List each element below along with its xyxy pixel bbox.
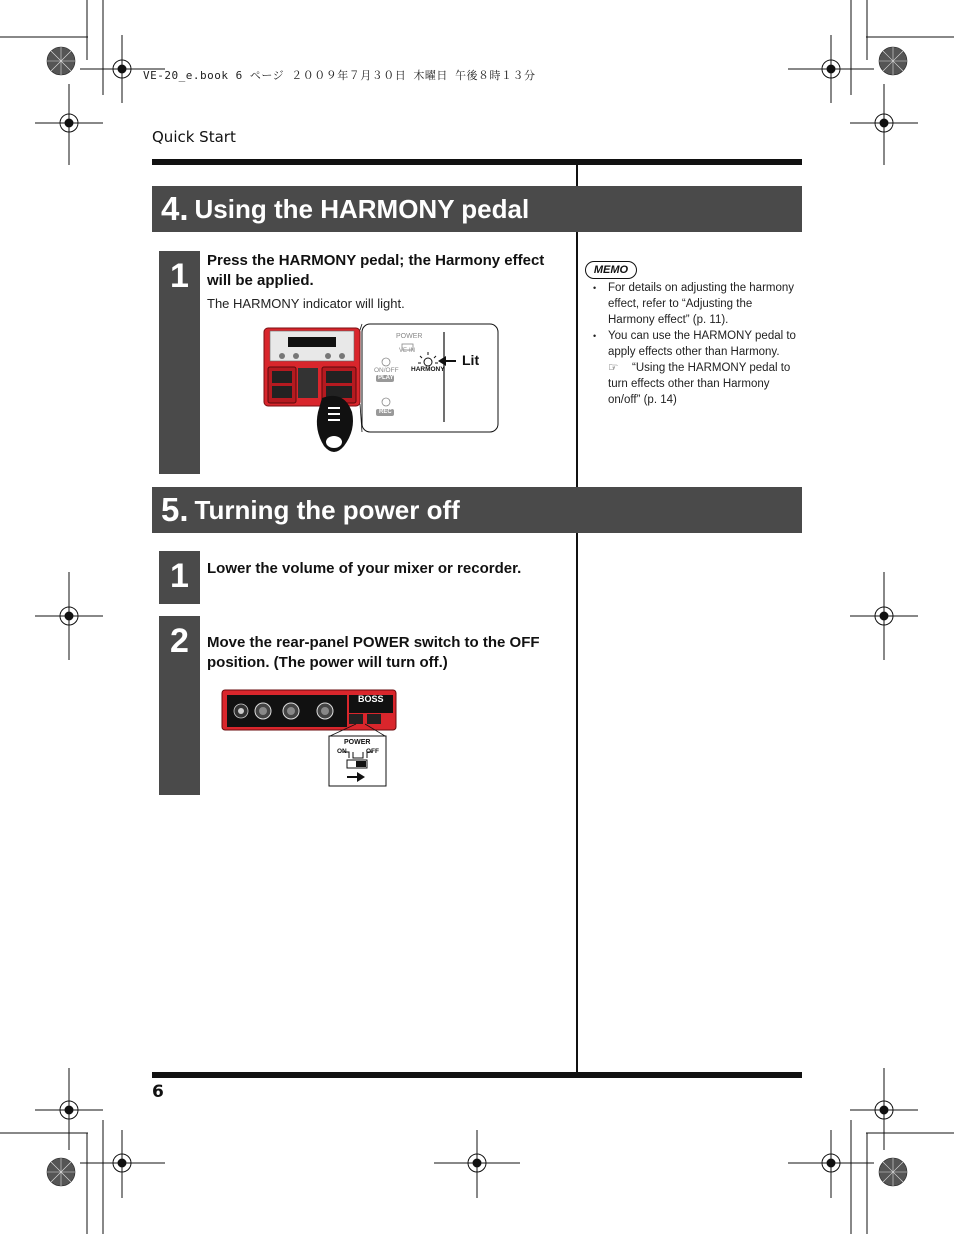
figure-vein-label: VE-IN [399,348,416,354]
top-rule [152,159,802,165]
print-header: VE-20_e.book 6 ページ ２００９年７月３０日 木曜日 午後８時１３分 [143,69,536,82]
figure-power-label: POWER [396,333,423,340]
section-5-step-1-title: Lower the volume of your mixer or recorder. [207,560,522,577]
running-head: Quick Start [152,128,236,146]
harmony-pedal-figure [262,322,502,462]
figure-play-label: PLAY [378,375,394,381]
section-5-number: 5. [161,491,189,528]
section-5-title: Turning the power off [194,494,460,525]
rear-power-label: POWER [344,739,371,746]
rear-on-label: ON [337,748,347,755]
figure-lit-label: Lit [462,352,480,368]
memo-item: • For details on adjusting the harmony effect, refer to “Adjusting the Harmony effect” (p. 11). [590,280,798,328]
memo-list [590,280,798,408]
rear-off-label: OFF [366,748,379,755]
column-divider [576,165,578,1072]
reference-hand-icon: ☞ [608,362,619,374]
memo-item [590,328,798,360]
bottom-rule [152,1072,802,1078]
rear-brand-logo: BOSS [358,694,384,704]
figure-onoff-label: ON/OFF [374,367,399,374]
section-4-number: 4. [161,190,189,227]
section-5-step-2-number: 2 [159,616,200,795]
memo-reference-text: “Using the HARMONY pedal to turn effects other than Harmony on/off” (p. 14) [608,362,791,406]
section-4-title: Using the HARMONY pedal [194,193,530,224]
section-4-step-1-title: Press the HARMONY pedal; the Harmony effect will be applied. [207,252,545,289]
figure-harmony-label: HARMONY [411,366,445,373]
memo-item-text: You can use the HARMONY pedal to apply effects other than Harmony. [608,330,796,358]
section-4-step-1-body: The HARMONY indicator will light. [207,296,405,311]
section-4-heading [152,186,802,232]
section-4-step-1-number: 1 [159,251,200,474]
section-5-step-1-number: 1 [159,551,200,604]
memo-badge: MEMO [585,261,637,279]
figure-rec-label: REC [379,409,392,415]
section-5-step-2-title: Move the rear-panel POWER switch to the OFF position. (The power will turn off.) [207,634,540,671]
memo-reference [590,360,798,408]
page-number: 6 [152,1082,164,1102]
section-5-heading [152,487,802,533]
